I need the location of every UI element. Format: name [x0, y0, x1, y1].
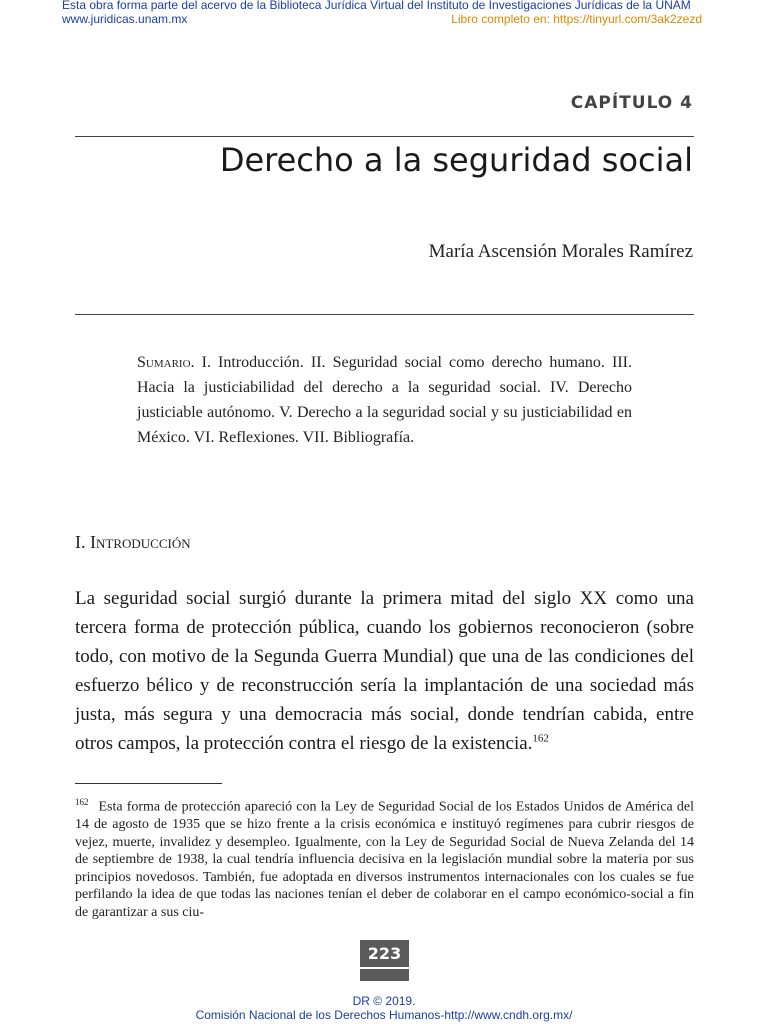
- summary-label: Sumario.: [137, 354, 195, 371]
- footnote: [75, 794, 694, 921]
- section-heading: [75, 532, 191, 553]
- footnote-separator: [75, 783, 222, 784]
- author-bottom-rule: [75, 314, 694, 315]
- section-title: Introducción: [90, 532, 191, 552]
- section-number: I.: [75, 532, 90, 552]
- page-title: Derecho a la seguridad social: [219, 141, 693, 179]
- footer-copyright: DR © 2019.: [352, 994, 416, 1008]
- title-top-rule: [75, 136, 694, 137]
- header-book-link[interactable]: Libro completo en: https://tinyurl.com/3ak2zezd: [451, 12, 702, 26]
- header-notice: Esta obra forma parte del acervo de la Biblioteca Jurídica Virtual del Instituto de Investigaciones Jurídicas de la UNAM: [62, 0, 691, 12]
- page-number-tab: [360, 969, 409, 981]
- page-number: 223: [360, 940, 409, 967]
- body-paragraph-text: La seguridad social surgió durante la primera mitad del siglo XX como una tercera forma de protección pública, cuando los gobiernos reconocieron (sobre todo, con motivo de la Segunda Guerra Mundial) que una de las condiciones del esfuerzo bélico y de reconstrucción sería la implantación de una sociedad más justa, más segura y una democracia más social, donde tendrían cabida, entre otros campos, la protección contra el riesgo de la existencia.: [75, 588, 694, 754]
- chapter-label: CAPÍTULO 4: [570, 93, 693, 113]
- header-site-link[interactable]: www.juridicas.unam.mx: [62, 12, 188, 26]
- footnote-text: Esta forma de protección apareció con la Ley de Seguridad Social de los Estados Unidos de América del 14 de agosto de 1935 que se hizo frente a la crisis económica e instituyó regímenes para cubrir riesgos de vejez, muerte, invalidez y desempleo. Igualmente, con la Ley de Seguridad Social de Nueva Zelanda del 14 de septiembre de 1938, la cual tendría influencia decisiva en la legislación mundial sobre la materia por sus principios novedosos. También, fue adoptada en diversos instrumentos internacionales con los cuales se fue perfilando la idea de que todas las naciones tenían el deber de colaborar en el campo económico-social a fin de garantizar a sus ciu-: [75, 799, 694, 920]
- footnote-reference[interactable]: 162: [532, 732, 549, 745]
- summary-block: [137, 350, 632, 450]
- footnote-number: 162: [75, 797, 89, 807]
- body-paragraph: [75, 584, 694, 758]
- author-name: María Ascensión Morales Ramírez: [428, 241, 693, 262]
- summary-text: I. Introducción. II. Seguridad social como derecho humano. III. Hacia la justiciabilidad del derecho a la seguridad social. IV. Derecho justiciable autónomo. V. Derecho a la seguridad social y su justiciabilidad en México. VI. Reflexiones. VII. Bibliografía.: [137, 354, 632, 446]
- footer-link[interactable]: Comisión Nacional de los Derechos Humanos-http://www.cndh.org.mx/: [195, 1008, 573, 1022]
